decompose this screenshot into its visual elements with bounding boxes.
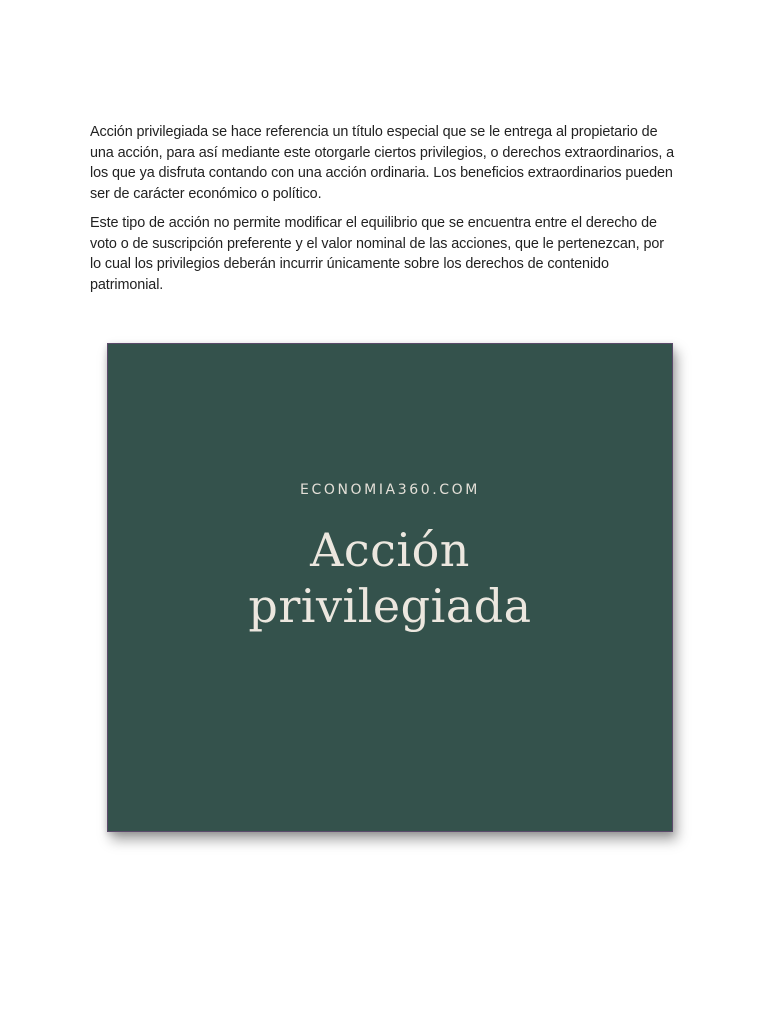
paragraph-intro: Acción privilegiada se hace referencia un título especial que se le entrega al propietario de una acción, para así mediante este otorgarle ciertos privilegios, o derechos extraordinarios, a los que ya disfruta contando con una acción ordinaria. Los beneficios extraordinarios pueden ser de carácter económico o político.: [90, 124, 675, 202]
cover-title-line-1: Acción: [310, 523, 470, 577]
site-name-label: ECONOMIA360.COM: [300, 482, 480, 498]
paragraph-detail: Este tipo de acción no permite modificar el equilibrio que se encuentra entre el derecho de voto o de suscripción preferente y el valor nominal de las acciones, que le pertenezcan, por lo cual los privilegios deberán incurrir únicamente sobre los derechos de contenido patrimonial.: [90, 215, 664, 293]
cover-title: [108, 522, 672, 634]
cover-image: [107, 343, 673, 832]
document-body: [90, 122, 678, 304]
cover-title-line-2: privilegiada: [248, 579, 532, 633]
